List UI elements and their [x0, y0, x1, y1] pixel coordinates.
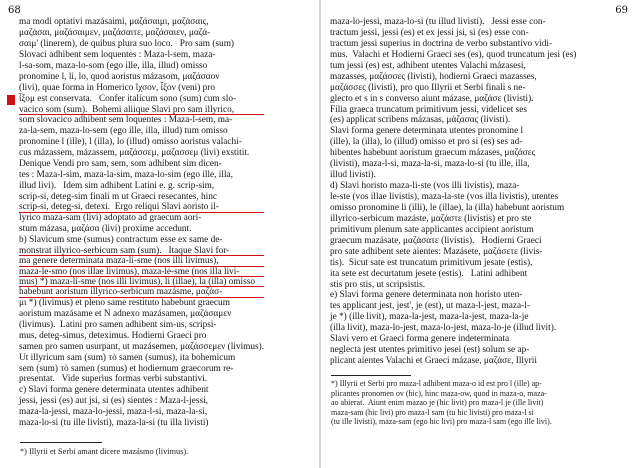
text-line: illud livisti).	[330, 170, 376, 181]
text-line: ita sete est decurtatum jesete (estis). Latini adhibent	[330, 268, 528, 279]
text-line: (es) applicat scribens mázasas, μάζασας (livisti).	[330, 115, 511, 126]
highlighted-text-line: vacico som (sum). Bohemi aliique Slavi pro sam illyrico,	[19, 105, 264, 115]
left-page-number: 68	[8, 5, 21, 16]
text-line: jessi, jessi (es) aut jsi, si (es) sientes : Maza-l-jessi,	[19, 396, 208, 407]
right-page-body	[330, 17, 576, 367]
text-line: za-la-sem, maza-lo-sem (ego ille, illa, illud) tum omisso	[19, 125, 228, 136]
text-line: (livisti), maza-l-si, maza-la-si, maza-lo-si (tu ille, illa,	[330, 159, 530, 170]
text-line: stum mázasa, μαζάσα (livi) proxime accedunt.	[19, 223, 192, 234]
text-line: neglecta jest utentes primitivo jesei (est) solum se ap-	[330, 345, 530, 356]
text-line: le-ste (vos illae livistis), maza-la-ste (vos illa livistis), utentes	[330, 192, 559, 202]
text-line: aoristum mazásame et N adnexo mazásamen, μαζάσαμεν	[19, 308, 232, 319]
page-gutter	[319, 0, 321, 468]
text-line: stis pro stis, ut scripsistis.	[330, 279, 426, 290]
text-line: Ut illyricum sam (sum) τὸ samen (sumus), ita bohemicum	[19, 352, 236, 363]
footnote-line: *) Illyrii et Serbi pro maza-l adhibent maza-o id est pro l (ille) ap-	[331, 379, 542, 388]
footnote-line: (tu ille livisti), maza-sam (ego hic livi) pro maza-l sam (ego ille livi).	[331, 417, 552, 427]
text-line: primitivum plenum sate applicantes accipient aoristum	[330, 224, 534, 235]
text-line: cus mázassem, mázassem, μαζάσσεμ, μαζασσεμ (livi) exstitit.	[19, 147, 250, 158]
text-line: som slovacico adhibent sem loquentes : Maza-l-sem, ma-	[19, 114, 233, 125]
text-line: mus, deteg-simus, deteximus. Hodierni Graeci pro	[19, 330, 207, 341]
text-line: mus. Valachi et Hodierni Graeci ses (es), quod truncatum jesi (es)	[330, 49, 577, 60]
text-line: je *) (ille livit), maza-la-jest, maza-la-jest, maza-la-je	[330, 312, 529, 323]
left-footnote	[20, 447, 188, 457]
text-line: μαζάσαι, μαζάσαιμεν, μαζάσαιτε, μαζάσαιεν, μαζά-	[19, 27, 211, 38]
text-line: ἶξομ est conservata. Confer italicum sono (sum) cum slo-	[19, 93, 237, 104]
text-line: pronomine l, li, lo, quod aoristus mázasom, μαζάσαον	[19, 71, 220, 82]
right-page-number: 69	[615, 5, 628, 16]
text-line: b) Slavicum sme (sumus) contractum esse ex same de-	[19, 234, 223, 245]
text-line: tes applicant jest, jest', je (est), ut maza-l-jest, maza-l-	[330, 301, 530, 312]
text-line: mazasses, μαζάσσες (livisti), hodierni Graeci mazasses,	[330, 71, 537, 82]
highlighted-text-line: habebunt aoristum illyrico-serbicum mazásme, μαζάσ-	[19, 287, 264, 297]
text-line: tis). Sicut sate est truncatum primitivum jesate (estis),	[330, 257, 533, 268]
text-line: samen pro samen usurpant, ut mazásemen, μαζάσσεμεν (livimus).	[19, 341, 265, 352]
text-line: sem (sum) τὸ samen (sumus) et hodiernum graecorum re-	[19, 363, 234, 374]
text-line: presentat. Vide superius formas verbi substantivi.	[19, 374, 208, 385]
text-line: tes : Maza-l-sim, maza-la-sim, maza-lo-sim (ego ille, illa,	[19, 169, 234, 180]
text-line: Filia graeca truncatum primitivum jessi, videlicet ses	[330, 104, 527, 115]
text-line: (livi), quae forma in Homerico ἴχσον, ἶξον (veni) pro	[19, 82, 216, 93]
text-line: tractum jessi superius in doctrina de verbo substantivo vidi-	[330, 38, 553, 49]
text-line: μαζάσσες (livisti), pro quo Illyrii et Serbi finali s ne-	[330, 82, 526, 93]
text-line: illud livi). Idem sim adhibent Latini e. g. scrip-sim,	[19, 180, 215, 191]
footnote-rule	[331, 375, 411, 376]
left-page	[0, 0, 318, 468]
text-line: pronomine l (ille), l (illa), lo (illud) omisso aoristus valachi-	[19, 136, 242, 147]
text-line: glecto et s in s converso aiunt mázase, μαζάσε (livisti).	[330, 93, 534, 104]
highlighted-text-line: ma genere determinata maza-li-sme (nos illi livimus),	[19, 256, 264, 266]
text-line: μι *) (livimus) et pleno same restituto habebunt graecum	[19, 297, 230, 308]
highlighted-text-line: scrip-si, deteg-si, detexi. Ergo reliqui Slavi aoristo il-	[19, 202, 264, 212]
right-footnote	[331, 379, 552, 427]
text-line: d) Slavi horisto maza-li-ste (vos illi livistis), maza-	[330, 181, 520, 192]
text-line: (livimus). Latini pro samen adhibent sim-us, scripsi-	[19, 319, 217, 330]
text-line: plicant aientes Valachi et Graeci mázase, μαζάσε, Illyrii	[330, 356, 537, 367]
text-line: (illa livit), maza-lo-jest, maza-lo-jest, maza-lo-je (illud livit).	[330, 323, 557, 334]
footnote-line: plicantes pronomen ov (hic), hinc maza-ow, quod in maza-o, maza-	[331, 388, 547, 398]
text-line: Slovaci adhibent sem loquentes : Maza-l-sem, maza-	[19, 49, 216, 60]
text-line: tractum jessi, jessi (es) et ex jessi jsi, si (es) esse con-	[330, 27, 529, 38]
text-line: omisso pronomine li (illi), le (illae), la (illa) habebunt aoristum	[330, 202, 565, 213]
text-line: e) Slavi forma genere determinata non horisto uten-	[330, 290, 523, 301]
highlighted-text-line: monstrat illyrico-serbicum sam (sum). Itaque Slavi for-	[19, 246, 264, 256]
text-line: l-sa-som, maza-lo-som (ego ille, illa, illud) omisso	[19, 60, 208, 71]
highlighted-text-line: mus) *) maza-li-sme (nos illi livimus), li (illae), la (illa) omisso	[19, 277, 264, 287]
text-line: ma modi optativi mazásaimi, μαζάσαιμι, μαζάσαις,	[19, 17, 209, 27]
text-line: scrip-si, deteg-sim finali m ut Graeci resecantes, hinc	[19, 191, 218, 202]
text-line: pro sate adhibent sete aientes: Mazásete, μαζάσετε (livis-	[330, 246, 543, 257]
text-line: hibentes habebunt aoristum graecum mázases, μαζάσες	[330, 148, 536, 159]
highlighted-text-line: maza-le-smo (nos illae livimus), maza-le-sme (nos illa livi-	[19, 267, 264, 277]
text-line: c) Slavi forma genere determinata utentes adhibent	[19, 385, 209, 396]
red-margin-mark	[7, 95, 15, 105]
text-line: tum jessi (es) est, adhibent utentes Valachi mázasesi,	[330, 60, 526, 71]
text-line: maza-lo-jessi, maza-lo-si (tu illud livisti). Jessi esse con-	[330, 17, 546, 27]
footnote-rule	[20, 442, 102, 443]
text-line: lyrico maza-sam (livi) adoptato ad graecum aori-	[19, 212, 202, 223]
text-line: (ille), la (illa), lo (illud) omisso et pro si (es) ses ad-	[330, 137, 523, 148]
text-line: graecum mazásate, μαζάσατε (livistis). Hodierni Graeci	[330, 235, 542, 246]
text-line: illyrico-serbicum mazáste, μαζάστε (livistis) et pro ste	[330, 213, 532, 224]
footnote-line: *) Illyrii et Serbi amant dicere mazásmo (livimus).	[20, 447, 189, 456]
left-page-body	[19, 17, 264, 429]
footnote-line: ao abierat. Aiunt enim mazao je (hic livit) pro maza-l je (ille livit)	[331, 398, 544, 408]
text-line: σαιμ' (linerem), de quibus plura suo loco. Pro sam (sum)	[19, 38, 235, 49]
text-line: Slavi vero et Graeci forma genere indeterminata	[330, 334, 510, 345]
text-line: maza-la-jessi, maza-lo-jessi, maza-l-si, maza-la-si,	[19, 407, 208, 418]
footnote-line: maza-sam (hic livi) pro maza-l sam (tu hic livisti) pro maza-l si	[331, 407, 534, 417]
text-line: maza-lo-si (tu ille livisti), maza-la-si (tu illa livisti)	[19, 418, 209, 429]
text-line: Denique Vendi pro sam, sem, som adhibent sim dicen-	[19, 158, 222, 169]
text-line: Slavi forma genere determinata utentes pronomine l	[330, 126, 524, 137]
right-page	[322, 0, 640, 468]
